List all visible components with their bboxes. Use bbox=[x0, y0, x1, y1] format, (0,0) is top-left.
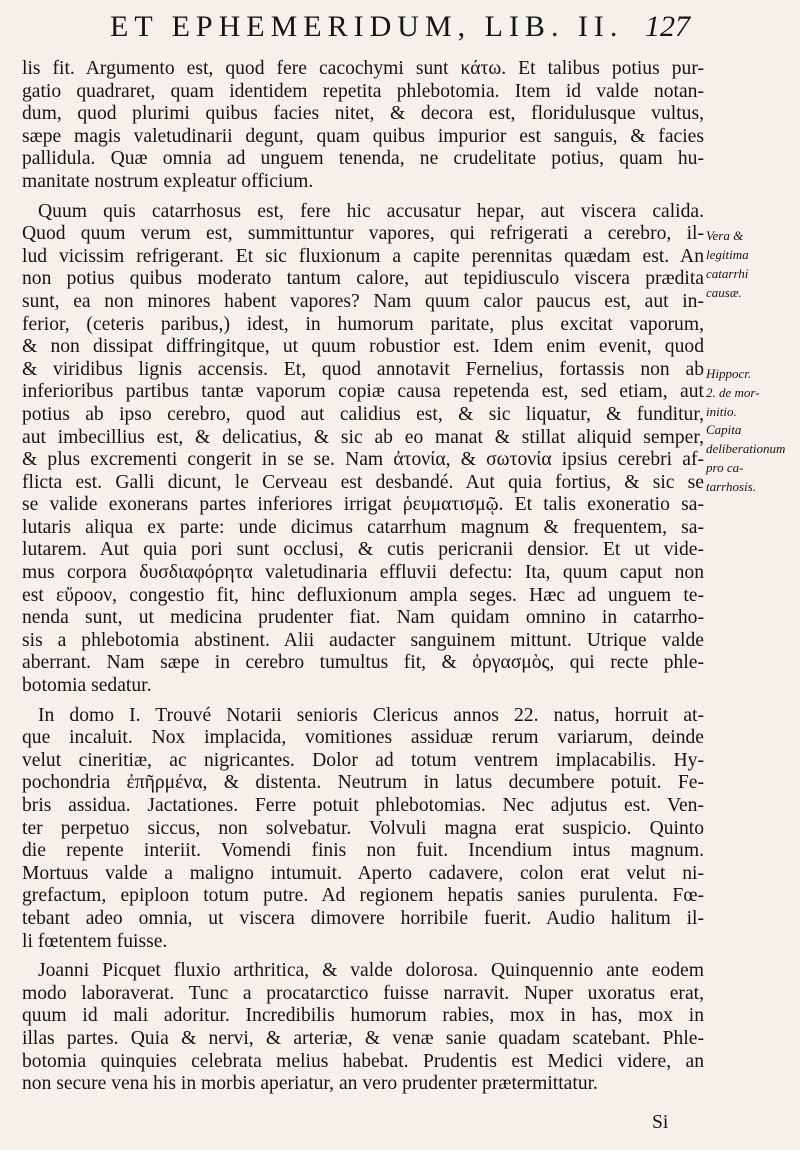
margin-note-line: Capita bbox=[706, 422, 742, 437]
text-line: tebant adeo omnia, ut viscera dimovere horribile fuerit. Audio halitum il- bbox=[22, 907, 704, 929]
text-line: & plus excrementi congerit in se se. Nam ἀτονία, & σωτονία ipsius cerebri af- bbox=[22, 449, 704, 471]
margin-note-deliberations bbox=[706, 420, 798, 496]
margin-note-line: causæ. bbox=[706, 285, 742, 300]
text-line: inferioribus partibus tantæ vaporum copiæ causa repetenda est, sed etiam, aut bbox=[22, 381, 704, 403]
paragraph bbox=[22, 705, 704, 954]
text-line: & non dissipat diffringitque, ut quum robustior est. Idem enim evenit, quod bbox=[22, 336, 704, 358]
text-line: botomia sedatur. bbox=[22, 675, 152, 697]
text-line: Quod quum verum est, summittuntur vapores, qui refrigerati a cerebro, il- bbox=[22, 223, 704, 245]
text-line: die repente interiit. Vomendi finis non fuit. Incendium intus magnum. bbox=[22, 840, 704, 862]
text-line: dum, quod plurimi quibus facies nitet, & decora est, floridulusque vultus, bbox=[22, 103, 704, 125]
margin-note-line: legitima bbox=[706, 247, 749, 262]
page-number: 127 bbox=[645, 10, 690, 43]
text-line: velut cineritiæ, ac nigricantes. Dolor ad totum ventrem implacabilis. Hy- bbox=[22, 749, 704, 771]
text-line: In domo I. Trouvé Notarii senioris Clericus annos 22. natus, horruit at- bbox=[38, 704, 704, 726]
margin-note-causes bbox=[706, 226, 798, 302]
paragraph bbox=[22, 58, 704, 194]
text-line: ter perpetuo siccus, non solvebatur. Volvuli magna erat suspicio. Quinto bbox=[22, 817, 704, 839]
text-line: non potius quibus moderato tantum calore, aut tepidiusculo viscera prædita bbox=[22, 268, 704, 290]
paragraph bbox=[22, 960, 704, 1096]
text-line: non secure vena his in morbis aperiatur, an vero prudenter prætermittatur. bbox=[22, 1073, 598, 1095]
text-line: sæpe magis valetudinarii degunt, quam quibus impurior est sanguis, & facies bbox=[22, 125, 704, 147]
text-line: bris assidua. Jactationes. Ferre potuit phlebotomias. Nec adjutus est. Ven- bbox=[22, 795, 704, 816]
running-header bbox=[40, 10, 690, 50]
text-line: grefactum, epiploon totum putre. Ad regionem hepatis sanies purulenta. Fœ- bbox=[22, 885, 704, 907]
text-line: Quum quis catarrhosus est, fere hic accusatur hepar, aut viscera calida. bbox=[38, 200, 704, 222]
margin-note-line: pro ca- bbox=[706, 460, 744, 475]
text-line: li fœtentem fuisse. bbox=[22, 930, 168, 952]
text-line: que incaluit. Nox implacida, vomitiones assiduæ rerum variarum, deinde bbox=[22, 727, 704, 749]
header-title: ET EPHEMERIDUM, LIB. II. bbox=[110, 10, 624, 43]
margin-note-line: Vera & bbox=[706, 228, 744, 243]
text-line: modo laboraverat. Tunc a procatarctico fuisse narravit. Nuper uxoratus erat, bbox=[22, 982, 704, 1004]
text-line: se valide exonerans partes inferiores irrigat ῥευματισμῷ. Et talis exoneratio sa- bbox=[22, 494, 704, 516]
text-line: Mortuus valde a maligno intumuit. Aperto cadavere, colon erat velut ni- bbox=[22, 862, 704, 884]
main-text bbox=[22, 58, 704, 1096]
text-line: manitate nostrum expleatur officium. bbox=[22, 170, 314, 192]
text-line: aut imbecillius est, & delicatius, & sic ab eo manat & stillat aliquid semper, bbox=[22, 426, 704, 448]
text-line: pochondria ἐπῆρμένα, & distenta. Neutrum in latus decumbere potuit. Fe- bbox=[22, 772, 704, 794]
text-line: ferior, (ceteris paribus,) idest, in humorum paritate, plus excitat vaporum, bbox=[22, 313, 704, 335]
margin-note-hippocrates bbox=[706, 364, 798, 421]
margin-note-line: 2. de mor- bbox=[706, 385, 760, 400]
margin-note-line: catarrhi bbox=[706, 266, 749, 281]
text-line: pallidula. Quæ omnia ad unguem tenenda, ne crudelitate potius, quam hu- bbox=[22, 148, 704, 170]
text-line: illas partes. Quia & nervi, & arteriæ, & venæ sanie quadam scatebant. Phle- bbox=[22, 1027, 704, 1049]
text-line: lud vicissim refrigerant. Et sic fluxionum a capite perennitas quædam est. An bbox=[22, 245, 704, 267]
text-line: lutaris aliqua ex parte: unde dicimus catarrhum magnum & frequentem, sa- bbox=[22, 516, 704, 538]
text-line: flicta est. Galli dicunt, le Cerveau est desbandé. Aut quia fortius, & sic se bbox=[22, 471, 704, 493]
text-line: botomia quinquies celebrata melius habebat. Prudentis est Medici videre, an bbox=[22, 1050, 704, 1072]
text-line: sis a phlebotomia abstinent. Alii audacter sanguinem mittunt. Utrique valde bbox=[22, 629, 704, 651]
text-line: gatio quadraret, quam identidem repetita phlebotomia. Item id valde notan- bbox=[22, 80, 704, 102]
margin-note-line: tarrhosis. bbox=[706, 479, 756, 494]
catchword: Si bbox=[652, 1112, 669, 1133]
margin-note-line: deliberationum bbox=[706, 441, 786, 456]
text-line: potius ab ipso cerebro, quod aut calidius est, & sic liquatur, & funditur, bbox=[22, 403, 704, 425]
text-line: nenda sunt, ut medicina prudenter fiat. Nam quidam omnino in catarrho- bbox=[22, 607, 704, 629]
text-line: quum id mali adoritur. Incredibilis humorum rabies, mox in has, mox in bbox=[22, 1005, 704, 1027]
text-line: est εὔροον, congestio fit, hinc defluxionum ampla seges. Hæc ad unguem te- bbox=[22, 584, 704, 606]
text-line: mus corpora δυσδιαφόρητα valetudinaria effluvii defectu: Ita, quum caput non bbox=[22, 562, 704, 584]
paragraph bbox=[22, 201, 704, 698]
text-line: & viridibus lignis accensis. Et, quod annotavit Fernelius, fortassis non ab bbox=[22, 358, 704, 380]
text-line: lutarem. Aut quia pori sunt occlusi, & cutis pericranii densior. Et ut vide- bbox=[22, 539, 704, 561]
margin-note-line: initio. bbox=[706, 404, 737, 419]
text-line: Joanni Picquet fluxio arthritica, & valde dolorosa. Quinquennio ante eodem bbox=[38, 960, 704, 982]
text-line: lis fit. Argumento est, quod fere cacochymi sunt κάτω. Et talibus potius pur- bbox=[22, 58, 704, 79]
margin-note-line: Hippocr. bbox=[706, 366, 752, 381]
text-line: aberrant. Nam sæpe in cerebro tumultus fit, & ὀργασμὸς, qui recte phle- bbox=[22, 652, 704, 674]
text-line: sunt, ea non minores habent vapores? Nam quum calor paucus est, aut in- bbox=[22, 290, 704, 312]
